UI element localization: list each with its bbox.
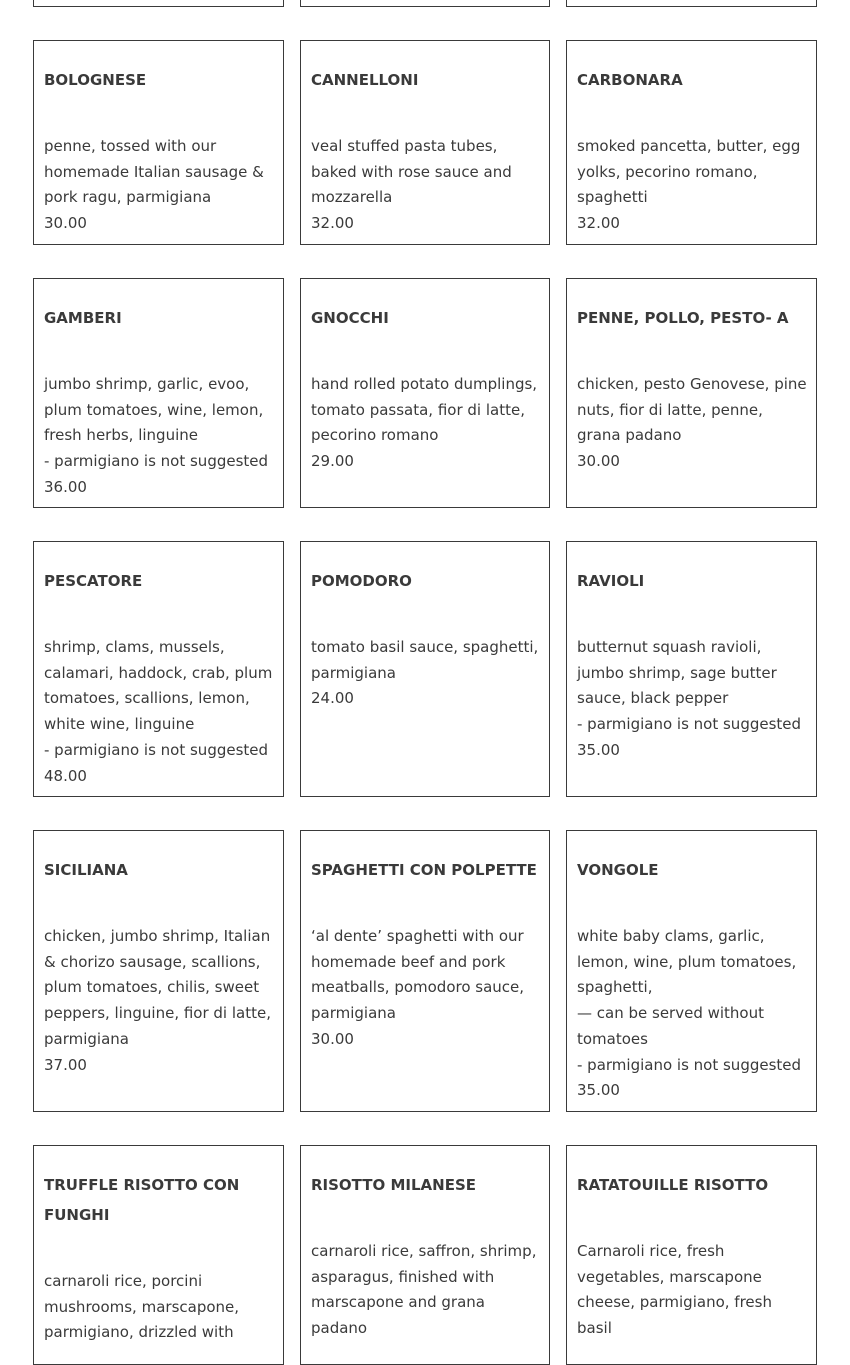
dish-line: carnaroli rice, saffron, shrimp, — [311, 1242, 537, 1260]
dish-name: GAMBERI — [44, 309, 122, 327]
menu-card-gamberi — [33, 278, 284, 508]
dish-line: parmigiana — [311, 1004, 396, 1023]
menu-card-partial — [33, 0, 284, 7]
dish-line: white wine, linguine — [44, 715, 195, 734]
menu-card-penne-pollo-pesto — [566, 278, 817, 508]
dish-line: jumbo shrimp, garlic, evoo, — [44, 375, 250, 393]
dish-name: PESCATORE — [44, 572, 143, 590]
dish-line: padano — [311, 1319, 368, 1338]
dish-line: penne, tossed with our — [44, 137, 217, 155]
dish-line: asparagus, finished with — [311, 1267, 495, 1286]
dish-line: spaghetti, — [577, 978, 653, 997]
dish-name: CARBONARA — [577, 71, 683, 89]
dish-name: CANNELLONI — [311, 71, 419, 89]
dish-line: spaghetti — [577, 188, 648, 207]
dish-line: homemade beef and pork — [311, 952, 506, 971]
dish-line: tomato passata, fior di latte, — [311, 400, 525, 419]
menu-card-gnocchi — [300, 278, 550, 508]
dish-price: 24.00 — [311, 689, 354, 708]
menu-card-carbonara — [566, 40, 817, 245]
dish-name: RATATOUILLE RISOTTO — [577, 1176, 769, 1194]
dish-name: SICILIANA — [44, 861, 128, 879]
dish-name — [44, 1170, 277, 1230]
dish-name: PENNE, POLLO, PESTO- A — [577, 309, 789, 327]
dish-line: ‘al dente’ spaghetti with our — [311, 927, 524, 945]
dish-note: - parmigiano is not suggested — [577, 1055, 802, 1074]
dish-line: vegetables, marscapone — [577, 1267, 762, 1286]
menu-card-truffle-risotto — [33, 1145, 284, 1365]
dish-price: 30.00 — [311, 1029, 354, 1048]
dish-line: parmigiana — [44, 1029, 129, 1048]
dish-name: BOLOGNESE — [44, 71, 147, 89]
menu-card-ratatouille-risotto — [566, 1145, 817, 1365]
dish-line: basil — [577, 1319, 612, 1338]
dish-name-line: FUNGHI — [44, 1206, 110, 1224]
menu-card-partial — [566, 0, 817, 7]
menu-card-risotto-milanese — [300, 1145, 550, 1365]
dish-line: parmigiano, drizzled with — [44, 1323, 234, 1342]
dish-name: RISOTTO MILANESE — [311, 1176, 476, 1194]
dish-line: yolks, pecorino romano, — [577, 162, 758, 181]
dish-line: white baby clams, garlic, — [577, 927, 765, 945]
dish-line: smoked pancetta, butter, egg — [577, 137, 801, 155]
dish-note: - parmigiano is not suggested — [577, 715, 802, 734]
dish-line: chicken, pesto Genovese, pine — [577, 375, 807, 393]
dish-line: cheese, parmigiano, fresh — [577, 1293, 772, 1312]
dish-line: veal stuffed pasta tubes, — [311, 137, 498, 155]
dish-line: shrimp, clams, mussels, — [44, 638, 225, 656]
dish-line: pecorino romano — [311, 426, 439, 445]
dish-line: nuts, fior di latte, penne, — [577, 400, 763, 419]
dish-price: 36.00 — [44, 477, 87, 496]
dish-price: 30.00 — [44, 214, 87, 233]
dish-line: sauce, black pepper — [577, 689, 729, 708]
dish-line: pork ragu, parmigiana — [44, 188, 212, 207]
dish-price: 32.00 — [577, 214, 620, 233]
menu-card-vongole — [566, 830, 817, 1112]
dish-line: marscapone and grana — [311, 1293, 485, 1312]
dish-line: fresh herbs, linguine — [44, 426, 198, 445]
menu-card-bolognese — [33, 40, 284, 245]
dish-line: hand rolled potato dumplings, — [311, 375, 538, 393]
dish-line: carnaroli rice, porcini — [44, 1272, 203, 1290]
dish-price: 48.00 — [44, 766, 87, 785]
dish-price: 35.00 — [577, 740, 620, 759]
dish-name: VONGOLE — [577, 861, 659, 879]
dish-note: — can be served without — [577, 1004, 764, 1023]
dish-line: mozzarella — [311, 188, 393, 207]
dish-note: - parmigiano is not suggested — [44, 452, 269, 471]
menu-card-siciliana — [33, 830, 284, 1112]
dish-price: 29.00 — [311, 452, 354, 471]
dish-line: peppers, linguine, fior di latte, — [44, 1004, 271, 1023]
dish-name-line: TRUFFLE RISOTTO CON — [44, 1176, 240, 1194]
dish-line: grana padano — [577, 426, 682, 445]
dish-line: butternut squash ravioli, — [577, 638, 762, 656]
dish-note: - parmigiano is not suggested — [44, 740, 269, 759]
dish-line: baked with rose sauce and — [311, 162, 512, 181]
dish-line: mushrooms, marscapone, — [44, 1297, 240, 1316]
dish-name: POMODORO — [311, 572, 412, 590]
dish-price: 30.00 — [577, 452, 620, 471]
dish-price: 32.00 — [311, 214, 354, 233]
dish-line: Carnaroli rice, fresh — [577, 1242, 725, 1260]
dish-line: jumbo shrimp, sage butter — [577, 663, 777, 682]
dish-line: plum tomatoes, wine, lemon, — [44, 400, 264, 419]
menu-card-partial — [300, 0, 550, 7]
dish-line: lemon, wine, plum tomatoes, — [577, 952, 797, 971]
dish-name: GNOCCHI — [311, 309, 389, 327]
dish-line: tomatoes, scallions, lemon, — [44, 689, 250, 708]
dish-name: RAVIOLI — [577, 572, 645, 590]
menu-card-ravioli — [566, 541, 817, 797]
dish-line: & chorizo sausage, scallions, — [44, 952, 261, 971]
menu-card-spaghetti-con-polpette — [300, 830, 550, 1112]
dish-price: 35.00 — [577, 1081, 620, 1100]
dish-price: 37.00 — [44, 1055, 87, 1074]
menu-card-pomodoro — [300, 541, 550, 797]
dish-line: calamari, haddock, crab, plum — [44, 663, 273, 682]
menu-card-pescatore — [33, 541, 284, 797]
dish-line: meatballs, pomodoro sauce, — [311, 978, 525, 997]
dish-line: plum tomatoes, chilis, sweet — [44, 978, 260, 997]
dish-line: parmigiana — [311, 663, 396, 682]
menu-card-cannelloni — [300, 40, 550, 245]
dish-note: tomatoes — [577, 1029, 648, 1048]
dish-line: tomato basil sauce, spaghetti, — [311, 638, 539, 656]
dish-line: homemade Italian sausage & — [44, 162, 264, 181]
dish-name: SPAGHETTI CON POLPETTE — [311, 861, 537, 879]
dish-line: chicken, jumbo shrimp, Italian — [44, 927, 271, 945]
